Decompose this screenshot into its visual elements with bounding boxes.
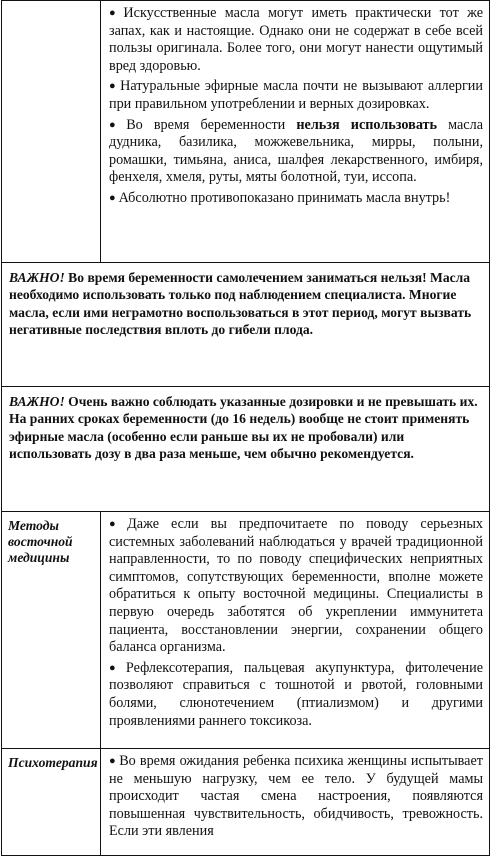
list-item <box>109 660 483 730</box>
content-cell <box>101 749 490 856</box>
warning-text: Очень важно соблюдать указанные дозировки и не превышать их. На ранних сроках беременности (до 16 недель) вообще не стоит применять эфирные масла (особенно если раньше вы их не пробовали) или использовать дозу в два раза меньше, чем обычно рекомендуется. <box>9 394 478 462</box>
item-text: Даже если вы предпочитаете по поводу серьезных системных заболеваний наблюдаться у врачей традиционной направленности, то по поводу специфических неприятных симптомов, сопутствующих беременности, вполне можете обратиться к опыту восточной медицины. Специалисты в первую очередь заботятся об укреплении иммунитета пациента, восстановлении энергии, сохранении общего баланса организма. <box>109 516 483 656</box>
item-text: Абсолютно противопоказано принимать масла внутрь! <box>118 189 451 206</box>
row-label: Методы восточной медицины <box>8 518 73 565</box>
item-text: масла дудника, базилика, можжевельника, мирры, полыни, ромашки, тимьяна, аниса, шалфея лекарственного, имбиря, фенхеля, хмеля, руты, мяты болотной, туи, иссопа. <box>109 116 483 186</box>
list-item <box>109 117 483 187</box>
item-emphasis: нельзя использовать <box>296 116 438 133</box>
list-item <box>109 190 483 208</box>
info-table <box>1 0 490 856</box>
content-cell <box>101 512 490 749</box>
bullet-icon: ● <box>109 518 125 530</box>
bullet-icon: ● <box>109 191 116 204</box>
warning-label: ВАЖНО! <box>9 270 65 285</box>
bullet-icon: ● <box>109 661 123 674</box>
list-item <box>109 5 483 75</box>
row-label: Психотерапия <box>8 755 98 770</box>
bullet-icon: ● <box>109 118 124 131</box>
item-text: Во время ожидания ребенка психика женщины испытывает не меньшую нагрузку, чем ее тело. У будущей мамы происходит частая смена настроения, появляются повышенная чувствительность, обидчивость, тревожность. Если эти явления <box>109 753 483 840</box>
item-text: Во время беременности <box>126 116 297 133</box>
list-item <box>109 78 483 113</box>
table-row <box>2 1 490 263</box>
warning-label: ВАЖНО! <box>9 394 65 409</box>
table-row <box>2 387 490 512</box>
item-text: Искусственные масла могут иметь практически тот же запах, как и настоящие. Однако они не содержат в себе всей пользы оригинала. Более того, они могут нанести ощутимый вред здоровью. <box>109 5 483 74</box>
warning-cell <box>2 387 490 512</box>
warning-cell <box>2 263 490 387</box>
oils-notes-cell <box>101 1 490 263</box>
bullet-icon: ● <box>109 80 118 93</box>
item-text: Натуральные эфирные масла почти не вызывают аллергии при правильном употреблении и верных дозировках. <box>109 78 483 112</box>
table-row <box>2 263 490 387</box>
table-row <box>2 749 490 856</box>
item-text: Рефлексотерапия, пальцевая акупунктура, фитолечение позволяют справиться с тошнотой и рвотой, головными болями, слюнотечением (птиализмом) и другими проявлениями раннего токсикоза. <box>109 659 483 729</box>
list-item <box>109 753 483 841</box>
label-cell <box>2 512 101 749</box>
empty-label-cell <box>2 1 101 263</box>
bullet-icon: ● <box>109 7 121 19</box>
label-cell <box>2 749 101 856</box>
table-row <box>2 512 490 749</box>
list-item <box>109 516 483 657</box>
bullet-icon: ● <box>109 755 117 767</box>
warning-text: Во время беременности самолечением заниматься нельзя! Масла необходимо использовать только под наблюдением специалиста. Многие масла, если ими неграмотно воспользоваться в этот период, могут вызвать негативные последствия вплоть до гибели плода. <box>9 270 472 338</box>
